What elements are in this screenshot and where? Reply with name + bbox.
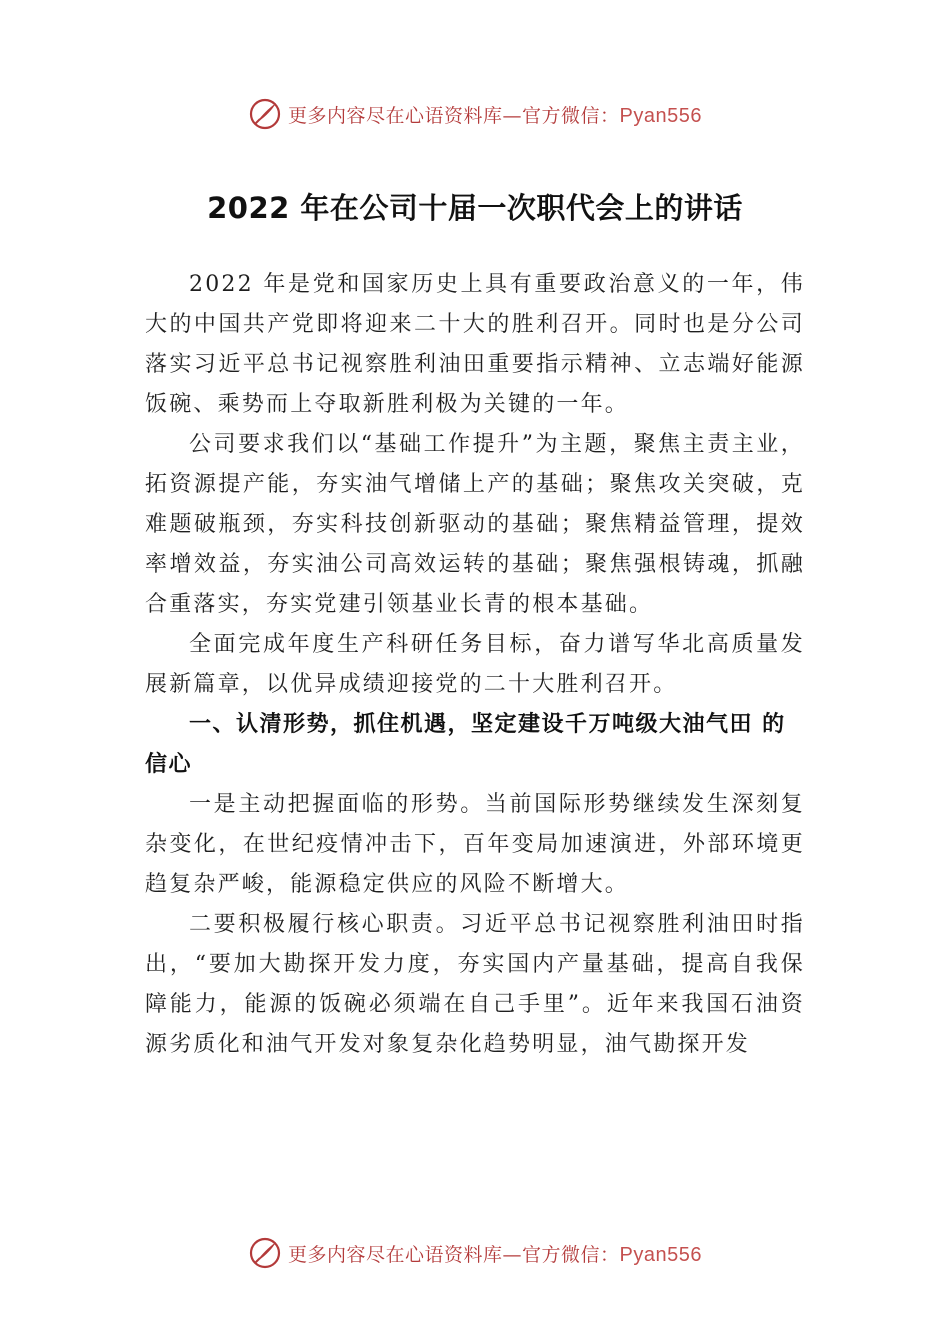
document-title: 2022 年在公司十届一次职代会上的讲话 (207, 191, 743, 225)
banner-text: 更多内容尽在心语资料库—官方微信：Pyan556 (288, 104, 702, 127)
banner-text: 更多内容尽在心语资料库—官方微信：Pyan556 (288, 1243, 702, 1266)
quill-pen-logo-icon (248, 1236, 282, 1270)
footer-watermark-banner (0, 1233, 950, 1273)
paragraph-theme: 公司要求我们以“基础工作提升”为主题，聚焦主责主业，拓资源提产能，夯实油气增储上产的基础；聚焦攻关突破，克难题破瓶颈，夯实科技创新驱动的基础；聚焦精益管理，提效率增效益，夯实油公司高效运转的基础；聚焦强根铸魂，抓融合重落实，夯实党建引领基业长青的根本基础。 (145, 432, 805, 617)
paragraph-situation: 一是主动把握面临的形势。当前国际形势继续发生深刻复杂变化，在世纪疫情冲击下，百年变局加速演进，外部环境更趋复杂严峻，能源稳定供应的风险不断增大。 (145, 792, 805, 897)
quill-pen-logo-icon (248, 97, 282, 131)
paragraph-duty: 二要积极履行核心职责。习近平总书记视察胜利油田时指出，“要加大勘探开发力度，夯实国内产量基础，提高自我保障能力，能源的饭碗必须端在自己手里”。近年来我国石油资源劣质化和油气开发对象复杂化趋势明显，油气勘探开发 (145, 912, 805, 1057)
banner-wechat-id: Pyan556 (619, 1243, 702, 1266)
document-body (145, 265, 805, 1065)
section-heading-1: 一、认清形势，抓住机遇，坚定建设千万吨级大油气田 的信心 (145, 712, 786, 777)
paragraph-intro: 2022 年是党和国家历史上具有重要政治意义的一年，伟大的中国共产党即将迎来二十大的胜利召开。同时也是分公司落实习近平总书记视察胜利油田重要指示精神、立志端好能源饭碗、乘势而上夺取新胜利极为关键的一年。 (145, 272, 805, 417)
banner-wechat-id: Pyan556 (619, 104, 702, 127)
header-watermark-banner (0, 94, 950, 134)
paragraph-goal: 全面完成年度生产科研任务目标，奋力谱写华北高质量发展新篇章，以优异成绩迎接党的二十大胜利召开。 (145, 632, 805, 697)
